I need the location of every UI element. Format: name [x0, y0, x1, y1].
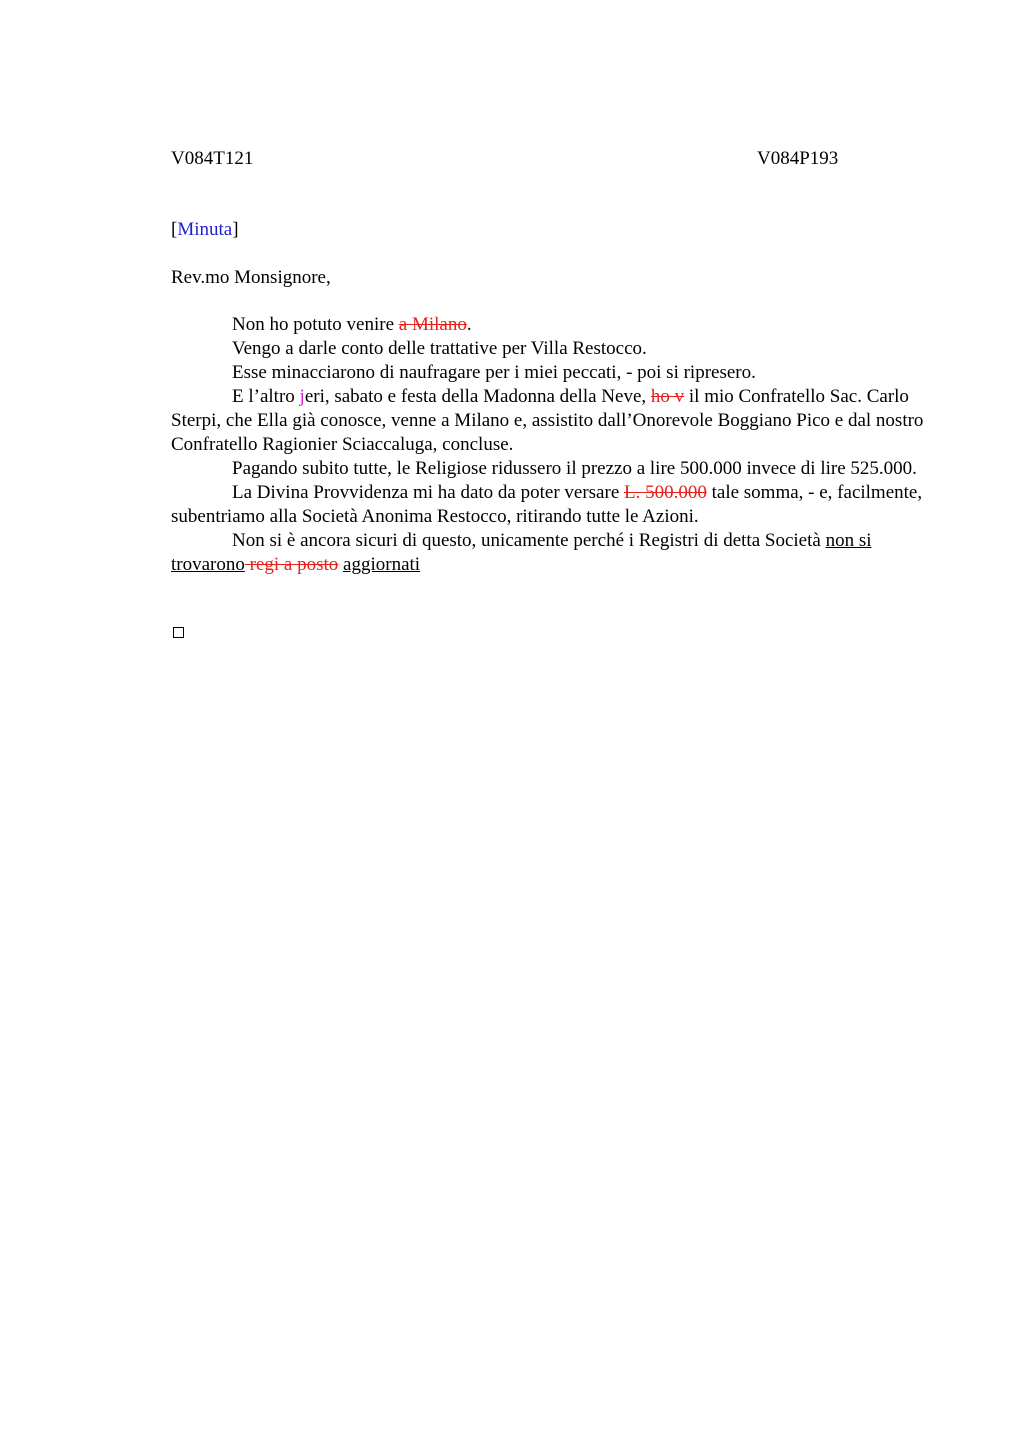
letter-body [171, 313, 935, 577]
paragraph-3 [171, 361, 935, 385]
paragraph-4 [171, 385, 935, 457]
paragraph-4-text-2: eri, sabato e festa della Madonna della Neve, [304, 386, 651, 407]
tag-label: Minuta [177, 219, 233, 240]
tag-close-bracket: ] [232, 219, 239, 240]
inserted-letter: j [299, 386, 305, 407]
salutation: Rev.mo Monsignore, [171, 267, 331, 288]
header-left-code: V084T121 [171, 148, 254, 169]
paragraph-7-text: Non si è ancora sicuri di questo, unicamente perché i Registri di detta Società [232, 530, 826, 551]
deleted-text: regi a posto [244, 554, 339, 575]
paragraph-3-text: Esse minacciarono di naufragare per i miei peccati, - poi si ripresero. [232, 362, 756, 383]
paragraph-2-text: Vengo a darle conto delle trattative per Villa Restocco. [232, 338, 647, 359]
paragraph-5 [171, 457, 935, 481]
paragraph-6-text-2: tale somma, - e, facilmente, subentriamo alla Società Anonima Restocco, ritirando tutte le Azioni. [171, 482, 923, 527]
deleted-text: a Milano [398, 314, 467, 335]
paragraph-4-text-3: il mio Confratello Sac. Carlo Sterpi, che Ella già conosce, venne a Milano e, assistito dall’Onorevole Boggiano Pico e dal nostro Confratello Ragionier Sciaccaluga, concluse. [171, 386, 924, 455]
tag-open-bracket: [ [171, 219, 178, 240]
underlined-text: non si trovarono [171, 530, 872, 575]
paragraph-1 [171, 313, 935, 337]
paragraph-5-text: Pagando subito tutte, le Religiose ridussero il prezzo a lire 500.000 invece di lire 525.000. [232, 458, 917, 479]
underlined-text: aggiornati [343, 554, 421, 575]
paragraph-1-end: . [466, 314, 472, 335]
paragraph-6 [171, 481, 935, 529]
deleted-text: L. 500.000 [624, 482, 707, 503]
paragraph-4-text: E l’altro [232, 386, 300, 407]
deleted-text: ho v [650, 386, 685, 407]
paragraph-2 [171, 337, 935, 361]
paragraph-1-text: Non ho potuto venire [232, 314, 399, 335]
paragraph-6-text: La Divina Provvidenza mi ha dato da poter versare [232, 482, 624, 503]
header-right-code: V084P193 [757, 148, 839, 169]
empty-square-icon [173, 627, 184, 638]
document-type-tag [171, 218, 239, 242]
paragraph-7 [171, 529, 935, 577]
